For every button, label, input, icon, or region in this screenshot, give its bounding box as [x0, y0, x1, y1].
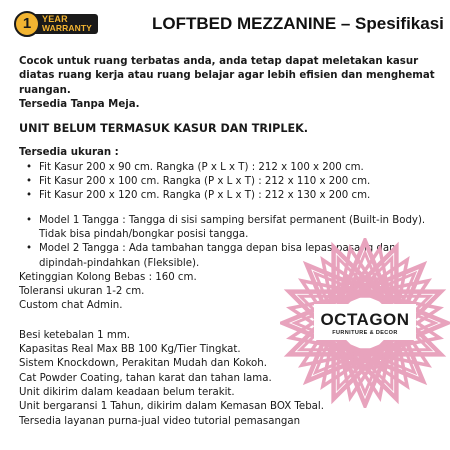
intro-text: Cocok untuk ruang terbatas anda, anda tetap dapat meletakan kasur diatas ruang kerja atau ruang belajar agar lebih efisien dan menghemat ruangan.	[19, 56, 435, 96]
warranty-line1: YEAR	[42, 14, 68, 24]
spec-line: Tersedia layanan purna-jual video tutorial pemasangan	[19, 415, 301, 427]
model-item: • Model 1 Tangga : Tangga di sisi samping bersifat permanent (Built-in Body). Tidak bisa pindah/bongkar posisi tangga.	[39, 214, 439, 243]
octagon-logo	[280, 238, 450, 408]
spec-line: Unit dikirim dalam keadaan belum terakit.	[19, 386, 235, 398]
warranty-number: 1	[14, 11, 40, 37]
warranty-line2: WARRANTY	[42, 23, 92, 33]
model-item: • Model 2 Tangga : Ada tambahan tangga depan bisa lepas-pasang dan dipindah-pindahkan (Fleksible).	[39, 242, 439, 271]
page-title: LOFTBED MEZZANINE – Spesifikasi	[152, 14, 444, 33]
logo-brand-name: OCTAGON	[320, 310, 410, 329]
spec-line: Cat Powder Coating, tahan karat dan tahan lama.	[19, 372, 272, 384]
logo-tagline: FURNITURE & DECOR	[332, 330, 398, 336]
size-item: • Fit Kasur 200 x 120 cm. Rangka (P x L x T) : 212 x 130 x 200 cm.	[39, 189, 439, 203]
sizes-list	[19, 161, 439, 204]
spec-line: Kapasitas Real Max BB 100 Kg/Tier Tingkat.	[19, 344, 241, 356]
intro-note: Tersedia Tanpa Meja.	[19, 98, 140, 110]
detail-line: Custom chat Admin.	[19, 300, 123, 312]
spec-line: Unit bergaransi 1 Tahun, dikirim dalam Kemasan BOX Tebal.	[19, 401, 324, 413]
notice-heading: UNIT BELUM TERMASUK KASUR DAN TRIPLEK.	[19, 122, 309, 136]
size-item: • Fit Kasur 200 x 100 cm. Rangka (P x L x T) : 212 x 110 x 200 cm.	[39, 175, 439, 189]
sizes-heading: Tersedia ukuran :	[19, 147, 119, 159]
spec-line: Sistem Knockdown, Perakitan Mudah dan Kokoh.	[19, 358, 267, 370]
detail-line: Ketinggian Kolong Bebas : 160 cm.	[19, 271, 197, 283]
warranty-badge	[14, 11, 98, 37]
size-item: • Fit Kasur 200 x 90 cm. Rangka (P x L x T) : 212 x 100 x 200 cm.	[39, 161, 439, 175]
spec-line: Besi ketebalan 1 mm.	[19, 329, 130, 341]
detail-line: Toleransi ukuran 1-2 cm.	[19, 286, 145, 298]
